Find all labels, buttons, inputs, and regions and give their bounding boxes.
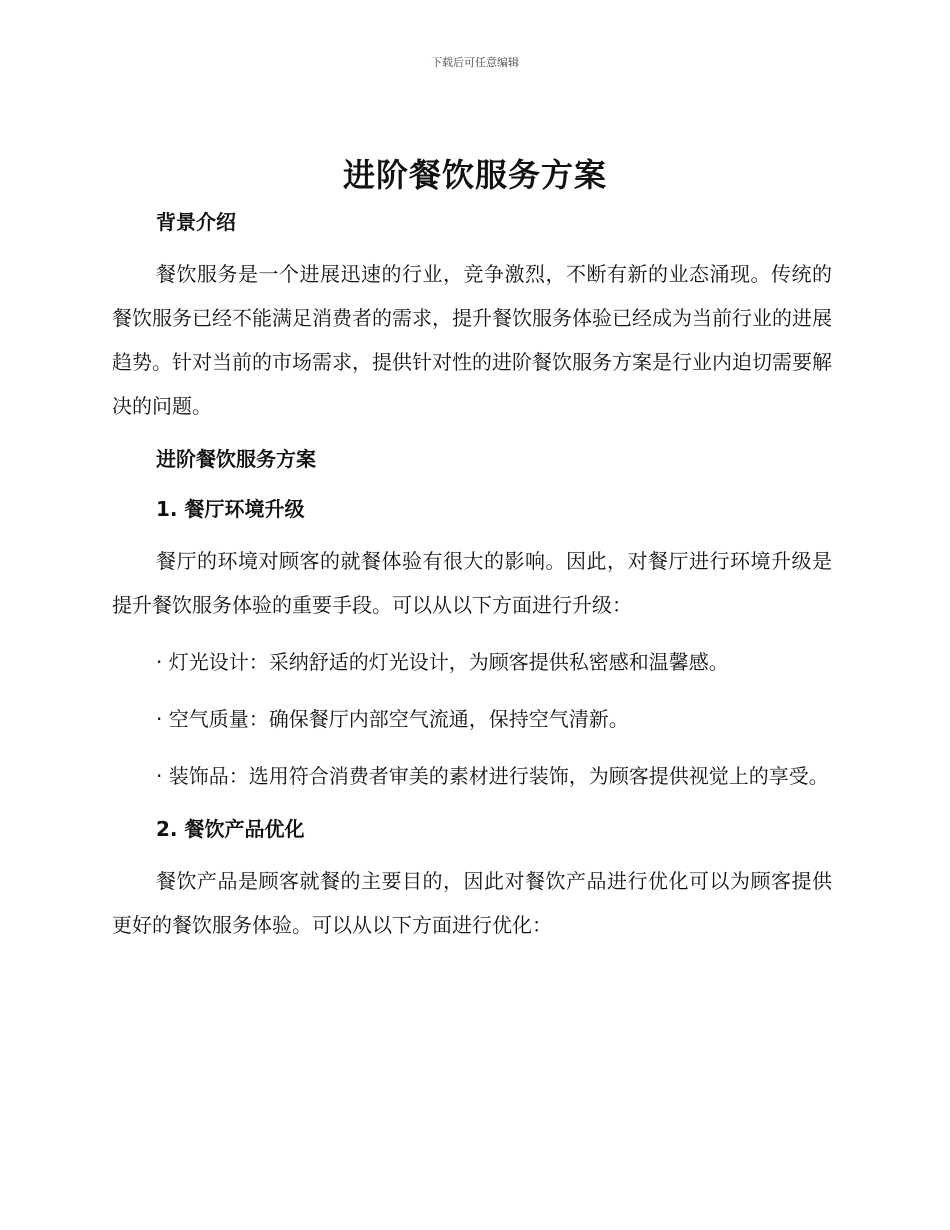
paragraph-environment: 餐厅的环境对顾客的就餐体验有很大的影响。因此，对餐厅进行环境升级是提升餐饮服务体验的重要手段。可以从以下方面进行升级： [112,549,832,617]
subheading-environment: 1. 餐厅环境升级 [156,497,305,521]
paragraph-product: 餐饮产品是顾客就餐的主要目的，因此对餐饮产品进行优化可以为顾客提供更好的餐饮服务体验。可以从以下方面进行优化： [112,869,832,937]
document-body [112,204,832,947]
bullet-air-quality: · 空气质量：确保餐厅内部空气流通，保持空气清新。 [156,707,629,731]
paragraph-background: 餐饮服务是一个进展迅速的行业，竞争激烈，不断有新的业态涌现。传统的餐饮服务已经不能满足消费者的需求，提升餐饮服务体验已经成为当前行业的进展趋势。针对当前的市场需求，提供针对性的进阶餐饮服务方案是行业内迫切需要解决的问题。 [112,262,832,418]
document-title: 进阶餐饮服务方案 [342,156,607,194]
bullet-lighting: · 灯光设计：采纳舒适的灯光设计，为顾客提供私密感和温馨感。 [156,650,729,674]
bullet-decoration: · 装饰品：选用符合消费者审美的素材进行装饰，为顾客提供视觉上的享受。 [156,764,829,788]
section-heading-background: 背景介绍 [156,210,236,234]
page-header: 下载后可任意编辑 [431,56,519,69]
subheading-product: 2. 餐饮产品优化 [156,817,305,841]
section-heading-plan: 进阶餐饮服务方案 [156,447,316,471]
